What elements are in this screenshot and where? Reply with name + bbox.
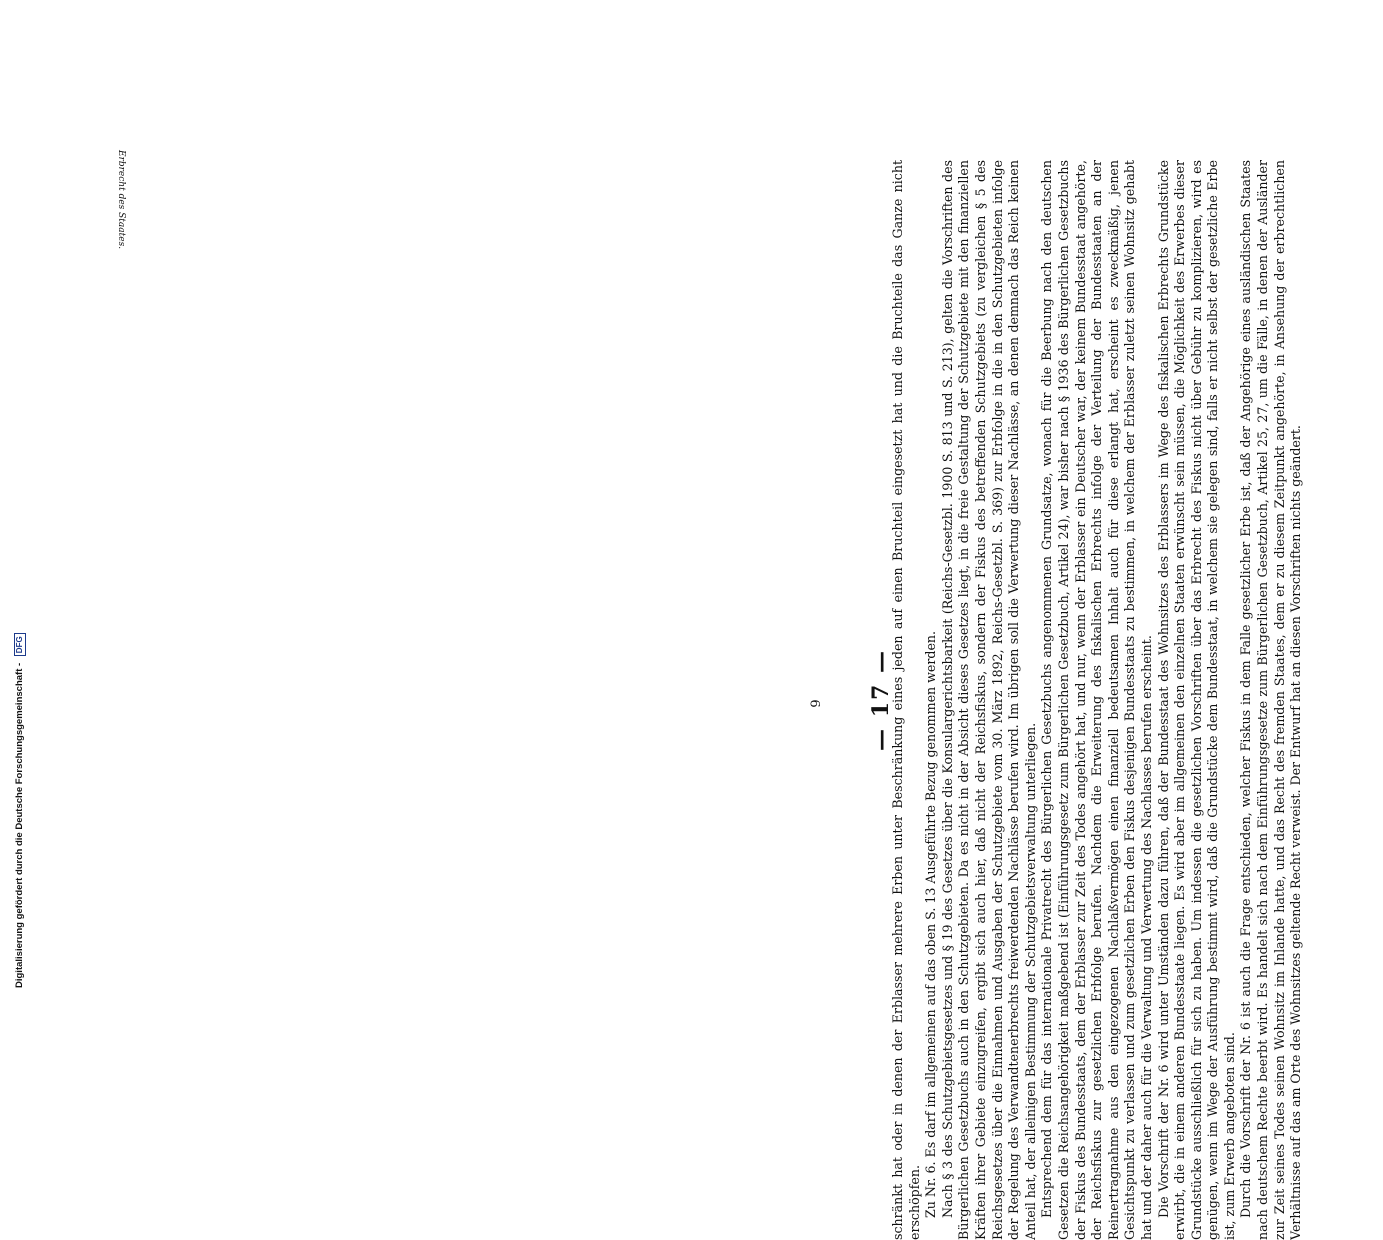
digitization-credit <box>14 633 26 988</box>
footer-credit-text: Digitalisierung gefördert durch die Deutsche Forschungsgemeinschaft - <box>14 662 25 988</box>
dfg-logo-icon: DFG <box>14 633 26 656</box>
paragraph-1: schränkt hat oder in denen der Erblasser mehrere Erben unter Beschränkung eines jeden auf einen Bruchteil eingesetzt hat und die Bruchteile das Ganze nicht erschöpfen. <box>890 160 922 1240</box>
paragraph-3: Nach § 3 des Schutzgebietsgesetzes und § 19 des Gesetzes über die Konsulargerichtsbarkeit (Reichs-Gesetzbl. 1900 S. 813 und S. 213), gelten die Vorschriften des Bürgerlichen Gesetzbuchs auch in den Schutzgebieten. Da es nicht in der Absicht dieses Gesetzes liegt, in die freie Gestaltung der Schutzgebiete mit den finanziellen Kräften ihrer Gebiete einzugreifen, ergibt sich auch hier, daß nicht der Reichsfiskus, sondern der Fiskus des betreffenden Schutzgebiets (zu vergleichen § 5 des Reichsgesetzes über die Einnahmen und Ausgaben der Schutzgebiete vom 30. März 1892, Reichs-Gesetzbl. S. 369) zur Erbfolge in die in den Schutzgebieten infolge der Regelung des Verwandtenerbrechts freiwerdenden Nachlässe berufen wird. Im übrigen soll die Verwertung dieser Nachlässe, an denen demnach das Reich keinen Anteil hat, der alleinigen Bestimmung der Schutzgebietsverwaltung unterliegen. <box>939 160 1038 1240</box>
signature-mark: 6 <box>806 699 822 708</box>
page-content <box>868 160 1305 1240</box>
paragraph-2: Zu Nr. 6. Es darf im allgemeinen auf das oben S. 13 Ausgeführte Bezug genommen werden. <box>923 630 939 1218</box>
paragraph-6: Durch die Vorschrift der Nr. 6 ist auch die Frage entschieden, welcher Fiskus in dem Falle gesetzlicher Erbe ist, daß der Angehörige eines ausländischen Staates nach deutschem Rechte beerbt wird. Es handelt sich nach dem Einführungsgesetze zum Bürgerlichen Gesetzbuch, Artikel 25, 27, um die Fälle, in denen der Ausländer zur Zeit seines Todes seinen Wohnsitz im Inlande hatte, und das Recht des fremden Staates, dem er zu diesem Zeitpunkt angehörte, in Ansehung der erbrechtlichen Verhältnisse auf das am Orte des Wohnsitzes geltende Recht verweist. Der Entwurf hat an diesen Vorschriften nichts geändert. <box>1238 160 1304 1240</box>
running-note: Erbrecht des Staates. <box>116 150 126 250</box>
page-number: — 17 — <box>868 649 894 751</box>
rotated-page <box>868 160 1304 1240</box>
paragraph-4: Entsprechend dem für das internationale Privatrecht des Bürgerlichen Gesetzbuchs angenommenen Grundsatze, wonach für die Beerbung nach den deutschen Gesetzen die Reichsangehörigkeit maßgebend ist (Einführungsgesetz zum Bürgerlichen Gesetzbuch, Artikel 24), war bisher nach § 1936 des Bürgerlichen Gesetzbuchs der Fiskus des Bundesstaats, dem der Erblasser zur Zeit des Todes angehört hat, und nur, wenn der Erblasser ein Deutscher war, der keinem Bundesstaat angehörte, der Reichsfiskus zur gesetzlichen Erbfolge berufen. Nachdem die Erweiterung des fiskalischen Erbrechts infolge der Verteilung der Bundesstaaten an der Reinertragnahme aus den eingezogenen Nachlaßvermögen einen finanziell bedeutsamen Inhalt auch für diese erlangt hat, erscheint es zweckmäßig, jenen Gesichtspunkt zu verlassen und zum gesetzlichen Erben den Fiskus desjenigen Bundesstaats zu bestimmen, in welchem der Erblasser zuletzt seinen Wohnsitz gehabt hat und der daher auch für die Verwaltung und Verwertung des Nachlasses berufen erscheint. <box>1039 160 1154 1240</box>
paragraph-5: Die Vorschrift der Nr. 6 wird unter Umständen dazu führen, daß der Bundesstaat des Wohnsitzes des Erblassers im Wege des fiskalischen Erbrechts Grundstücke erwirbt, die in einem anderen Bundesstaate liegen. Es wird aber im allgemeinen den einzelnen Staaten erwünscht sein müssen, die Möglichkeit des Erwerbes dieser Grundstücke ausschließlich für sich zu haben. Um indessen die gesetzlichen Vorschriften über das Erbrecht des Fiskus nicht über Gebühr zu komplizieren, wird es genügen, wenn im Wege der Ausführung bestimmt wird, daß die Grundstücke dem Bundesstaat, in welchem sie gelegen sind, falls er nicht selbst der gesetzliche Erbe ist, zum Erwerb angeboten sind. <box>1155 160 1237 1240</box>
